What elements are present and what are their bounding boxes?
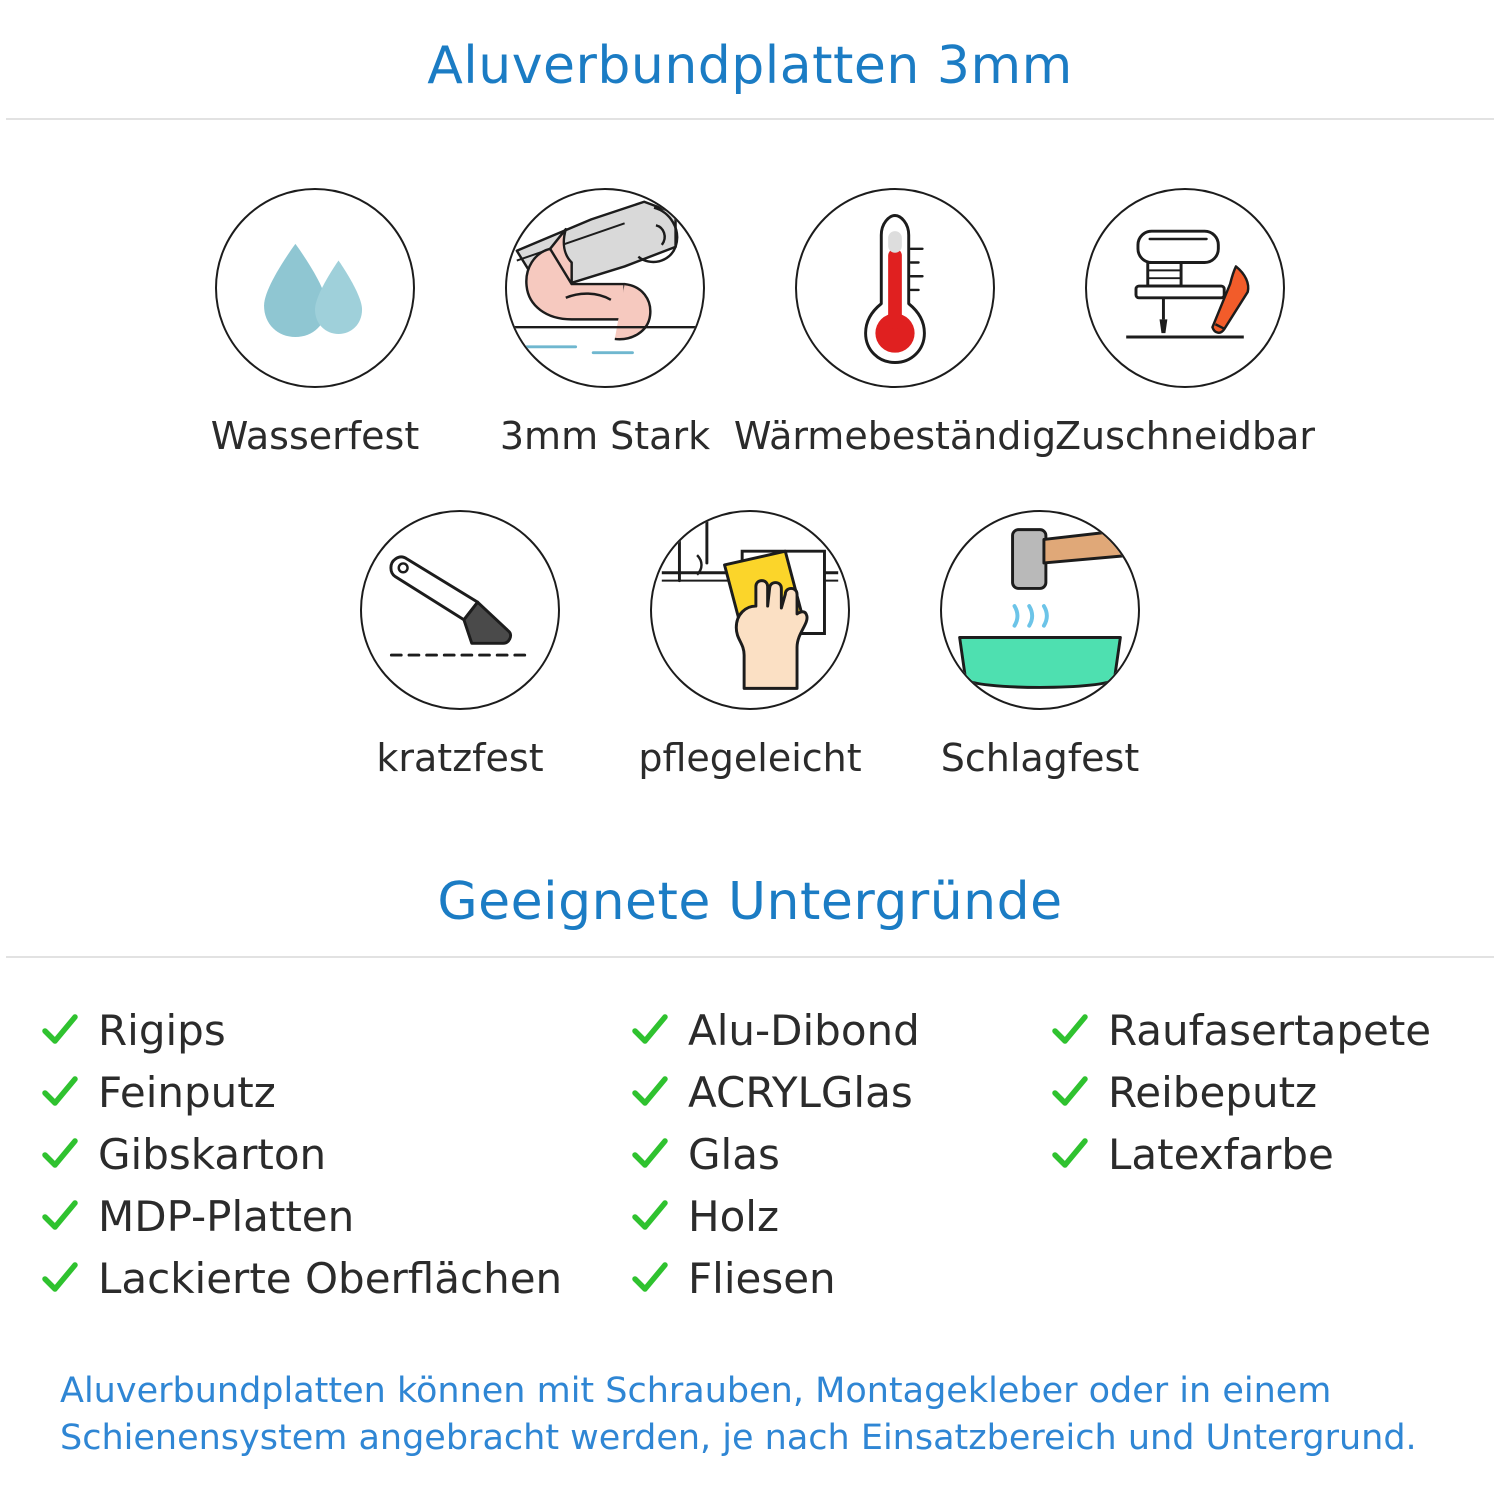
feature-label: kratzfest <box>376 736 544 780</box>
feature-icon-circle <box>940 510 1140 710</box>
substrates-column-1 <box>40 1000 630 1310</box>
list-item-label: Feinputz <box>98 1068 276 1117</box>
list-item-label: Fliesen <box>688 1254 836 1303</box>
substrates-list <box>0 958 1500 1310</box>
check-icon <box>630 1259 670 1299</box>
feature-zuschneidbar <box>1040 188 1330 458</box>
feature-icon-circle <box>650 510 850 710</box>
thermometer-icon <box>797 190 993 386</box>
flexing-arm-icon <box>507 190 703 386</box>
feature-icon-circle <box>795 188 995 388</box>
check-icon <box>40 1135 80 1175</box>
substrates-column-2 <box>630 1000 1050 1310</box>
feature-label: Wärmebeständig <box>733 414 1057 458</box>
list-item-label: ACRYLGlas <box>688 1068 913 1117</box>
check-icon <box>40 1011 80 1051</box>
feature-row-1 <box>0 120 1500 458</box>
list-item-label: Lackierte Oberflächen <box>98 1254 563 1303</box>
check-icon <box>1050 1011 1090 1051</box>
list-item-label: Latexfarbe <box>1108 1130 1334 1179</box>
check-icon <box>630 1011 670 1051</box>
list-item <box>40 1248 630 1310</box>
feature-icon-circle <box>505 188 705 388</box>
check-icon <box>40 1259 80 1299</box>
list-item-label: Glas <box>688 1130 780 1179</box>
list-item-label: Reibeputz <box>1108 1068 1318 1117</box>
feature-label: Wasserfest <box>210 414 420 458</box>
list-item <box>630 1186 1050 1248</box>
feature-label: pflegeleicht <box>638 736 862 780</box>
feature-schlagfest <box>895 510 1185 780</box>
feature-row-2 <box>0 458 1500 780</box>
check-icon <box>630 1073 670 1113</box>
list-item <box>630 1124 1050 1186</box>
list-item <box>1050 1062 1490 1124</box>
jigsaw-cutter-icon <box>1087 190 1283 386</box>
feature-wasserfest <box>170 188 460 458</box>
feature-label: 3mm Stark <box>499 414 711 458</box>
hammer-impact-icon <box>942 512 1138 708</box>
feature-pflegeleicht <box>605 510 895 780</box>
list-item <box>630 1000 1050 1062</box>
cleaning-cloth-hand-icon <box>652 512 848 708</box>
list-item <box>1050 1124 1490 1186</box>
feature-icon-circle <box>360 510 560 710</box>
list-item-label: Alu-Dibond <box>688 1006 920 1055</box>
feature-3mm-stark <box>460 188 750 458</box>
check-icon <box>630 1197 670 1237</box>
check-icon <box>630 1135 670 1175</box>
list-item-label: Rigips <box>98 1006 226 1055</box>
feature-kratzfest <box>315 510 605 780</box>
list-item <box>40 1062 630 1124</box>
knife-scratch-icon <box>362 512 558 708</box>
list-item <box>40 1186 630 1248</box>
check-icon <box>1050 1073 1090 1113</box>
page-title: Aluverbundplatten 3mm <box>427 36 1073 96</box>
list-item-label: Gibskarton <box>98 1130 327 1179</box>
feature-label: Zuschneidbar <box>1054 414 1316 458</box>
list-item <box>630 1062 1050 1124</box>
list-item <box>1050 1000 1490 1062</box>
feature-waermebestaendig <box>733 188 1057 458</box>
list-item-label: MDP-Platten <box>98 1192 355 1241</box>
substrates-column-3 <box>1050 1000 1490 1310</box>
water-drops-icon <box>217 190 413 386</box>
list-item-label: Raufasertapete <box>1108 1006 1432 1055</box>
check-icon <box>40 1197 80 1237</box>
list-item-label: Holz <box>688 1192 779 1241</box>
list-item <box>40 1000 630 1062</box>
list-item <box>40 1124 630 1186</box>
check-icon <box>1050 1135 1090 1175</box>
check-icon <box>40 1073 80 1113</box>
feature-label: Schlagfest <box>940 736 1140 780</box>
list-item <box>630 1248 1050 1310</box>
feature-icon-circle <box>215 188 415 388</box>
footer-note: Aluverbundplatten können mit Schrauben, Montagekleber oder in einem Schienensystem angebracht werden, je nach Einsatzbereich und Untergrund. <box>60 1370 1417 1458</box>
feature-icon-circle <box>1085 188 1285 388</box>
substrates-title: Geeignete Untergründe <box>437 872 1063 932</box>
